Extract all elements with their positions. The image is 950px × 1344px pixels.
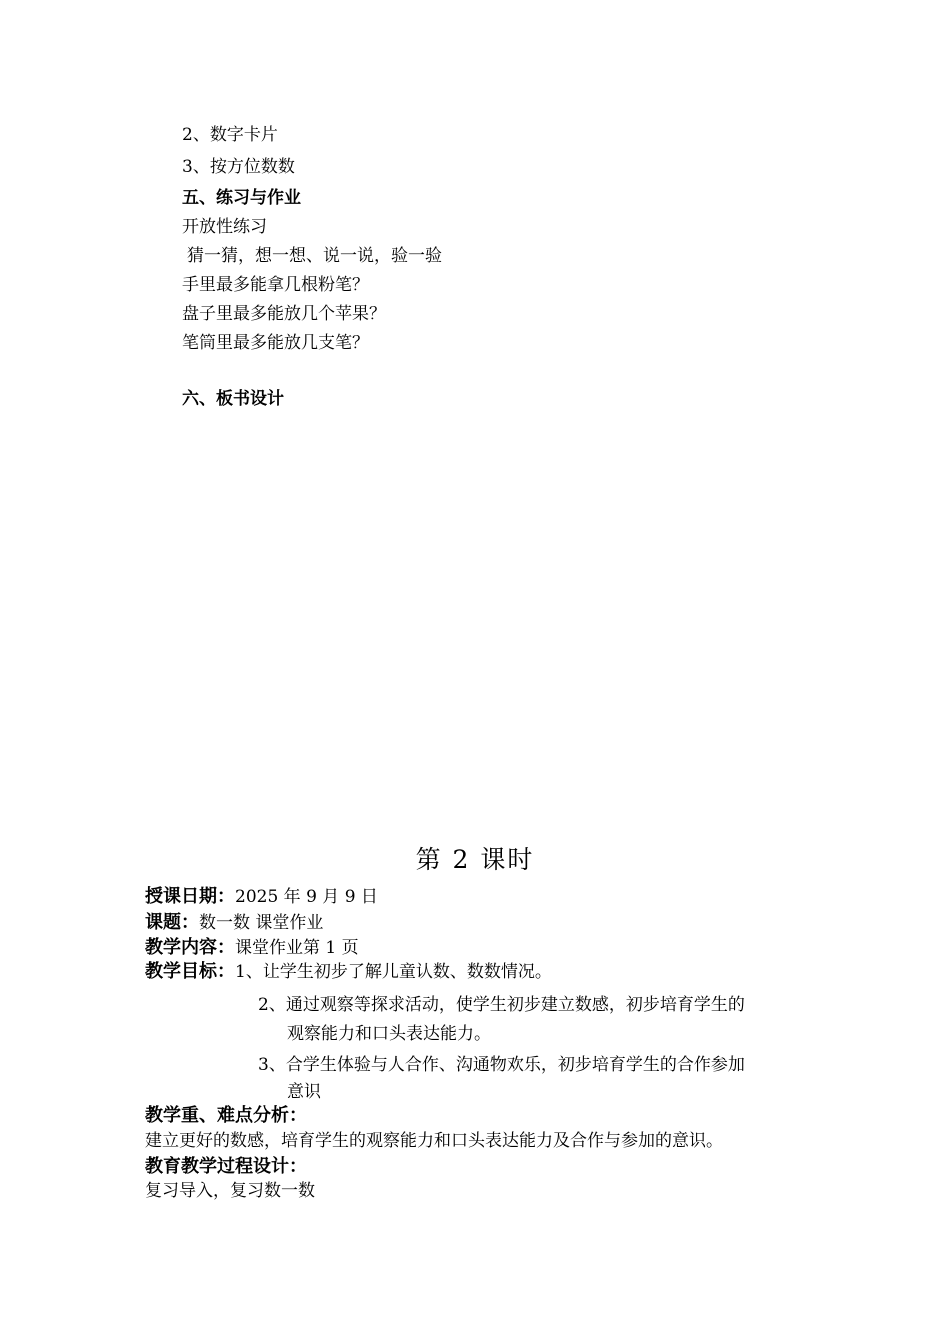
list-item-count-by-direction: 3、按方位数数	[182, 157, 295, 177]
key-points-label: 教学重、难点分析：	[145, 1105, 307, 1126]
practice-question-chalk: 手里最多能拿几根粉笔？	[182, 275, 369, 295]
practice-question-apples: 盘子里最多能放几个苹果？	[182, 304, 386, 324]
lesson-goals-row	[145, 961, 552, 983]
section-heading-board-design: 六、板书设计	[182, 389, 284, 409]
lesson-content-row	[145, 937, 359, 959]
goals-label: 教学目标：	[145, 961, 235, 982]
goal-2-line-2: 观察能力和口头表达能力。	[287, 1024, 491, 1044]
list-item-number-cards: 2、数字卡片	[182, 125, 278, 145]
content-value: 课堂作业第 1 页	[235, 938, 359, 958]
goal-1: 1、让学生初步了解儿童认数、数数情况。	[235, 962, 552, 982]
process-value: 复习导入，复习数一数	[145, 1181, 315, 1201]
date-value: 2025 年 9 月 9 日	[235, 887, 378, 907]
lesson-topic-row	[145, 912, 323, 934]
goal-2-line-1: 2、通过观察等探求活动，使学生初步建立数感，初步培育学生的	[258, 995, 745, 1015]
content-label: 教学内容：	[145, 937, 235, 958]
practice-title: 开放性练习	[182, 217, 267, 237]
key-points-value: 建立更好的数感，培育学生的观察能力和口头表达能力及合作与参加的意识。	[145, 1131, 723, 1151]
process-label: 教育教学过程设计：	[145, 1156, 307, 1177]
lesson-title: 第 2 课时	[415, 845, 535, 874]
topic-label: 课题：	[145, 912, 199, 933]
date-label: 授课日期：	[145, 886, 235, 907]
goal-3-line-1: 3、合学生体验与人合作、沟通物欢乐，初步培育学生的合作参加	[258, 1055, 745, 1075]
goal-3-line-2: 意识	[287, 1082, 321, 1102]
practice-prompt: 猜一猜，想一想、说一说，验一验	[187, 246, 442, 266]
section-heading-practice: 五、练习与作业	[182, 188, 301, 208]
lesson-date-row	[145, 886, 378, 908]
topic-value: 数一数 课堂作业	[199, 913, 324, 933]
practice-question-pens: 笔筒里最多能放几支笔？	[182, 333, 369, 353]
